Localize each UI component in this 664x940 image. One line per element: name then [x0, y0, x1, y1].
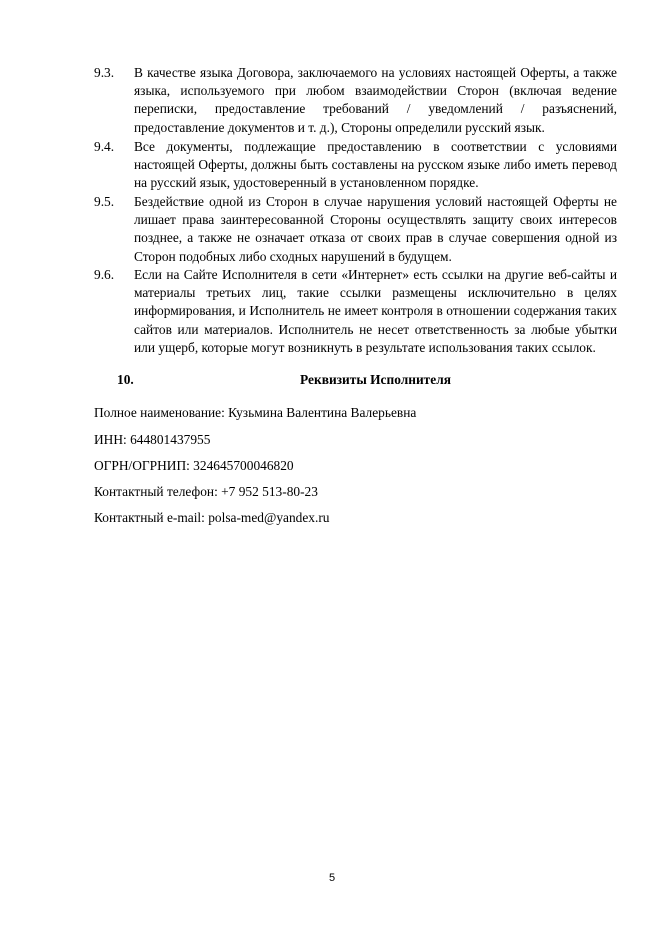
clause-9-5 — [94, 193, 617, 266]
clause-9-4 — [94, 138, 617, 193]
requisite-phone: Контактный телефон: +7 952 513-80-23 — [94, 484, 318, 499]
clause-text: В качестве языка Договора, заключаемого на условиях настоящей Оферты, а также языка, используемого при любом взаимодействии Сторон (включая ведение переписки, предоставление требований / уведомлений / разъяснений, предоставление документов и т. д.), Стороны определили русский язык. — [134, 65, 617, 135]
requisite-full-name: Полное наименование: Кузьмина Валентина Валерьевна — [94, 405, 417, 420]
clause-text: Все документы, подлежащие предоставлению в соответствии с условиями настоящей Оферты, должны быть составлены на русском языке либо иметь перевод на русский язык, удостоверенный в установленном порядке. — [134, 139, 617, 191]
clause-number: 9.6. — [94, 267, 115, 282]
section-number: 10. — [117, 372, 134, 387]
section-title: Реквизиты Исполнителя — [300, 372, 451, 387]
clause-text: Если на Сайте Исполнителя в сети «Интернет» есть ссылки на другие веб-сайты и материалы третьих лиц, такие ссылки размещены исключительно в целях информирования, и Исполнитель не имеет контроля в отношении содержания таких сайтов или материалов. Исполнитель не несет ответственность за любые убытки или ущерб, которые могут возникнуть в результате использования таких ссылок. — [134, 267, 617, 355]
clause-number: 9.4. — [94, 139, 115, 154]
clause-number: 9.3. — [94, 65, 115, 80]
page-number: 5 — [328, 872, 336, 884]
clause-9-3 — [94, 64, 617, 137]
clause-text: Бездействие одной из Сторон в случае нарушения условий настоящей Оферты не лишает права заинтересованной Стороны осуществлять защиту своих интересов позднее, а также не означает отказа от своих прав в случае совершения одной из Сторон подобных либо сходных нарушений в будущем. — [134, 194, 617, 264]
requisite-inn: ИНН: 644801437955 — [94, 432, 211, 447]
requisite-email: Контактный e-mail: polsa-med@yandex.ru — [94, 510, 330, 525]
clause-number: 9.5. — [94, 194, 115, 209]
clause-9-6 — [94, 266, 617, 357]
requisite-ogrn: ОГРН/ОГРНИП: 324645700046820 — [94, 458, 294, 473]
